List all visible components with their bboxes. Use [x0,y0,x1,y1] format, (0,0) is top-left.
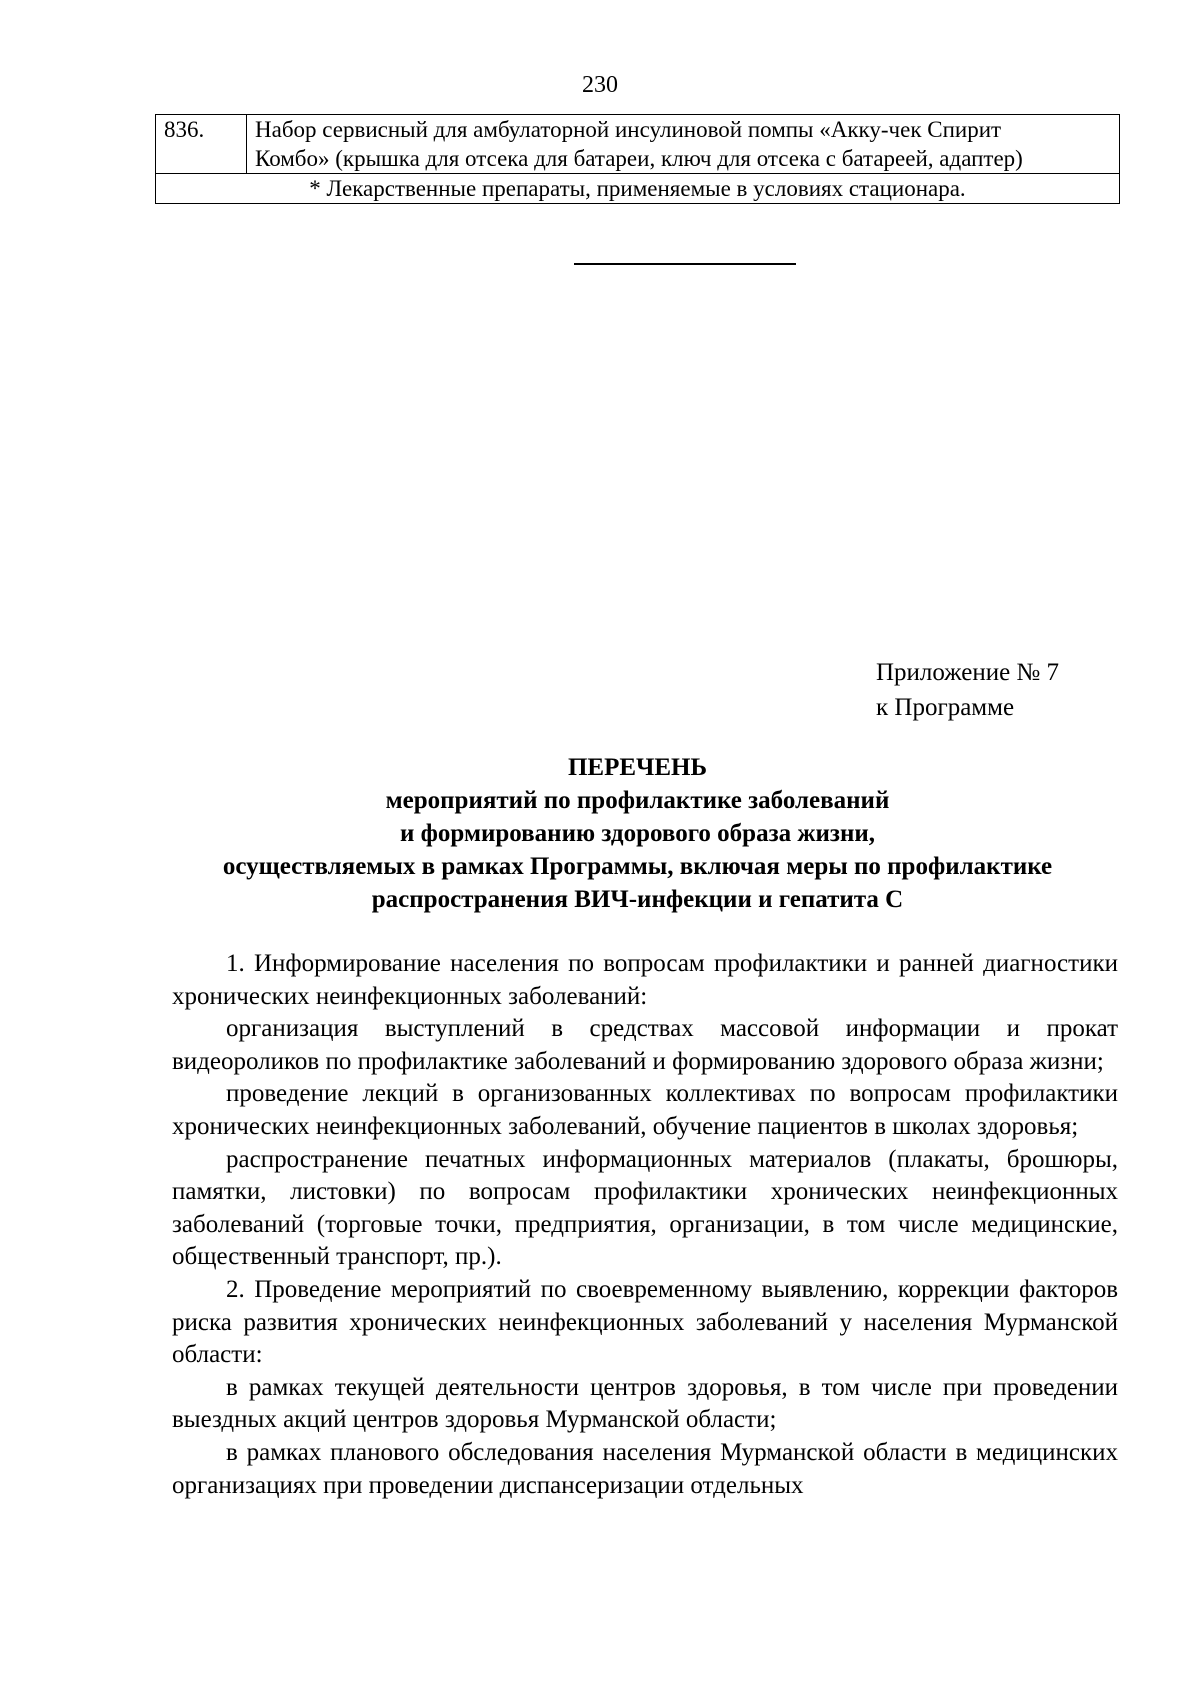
paragraph: распространение печатных информационных материалов (плакаты, брошюры, памятки, листовки) по вопросам профилактики хронических неинфекционных заболеваний (торговые точки, предприятия, организации, в том числе медицинские, общественный транспорт, пр.). [172,1145,1118,1271]
document-title [150,751,1125,916]
separator-line [574,263,796,265]
appendix-line-1: Приложение № 7 [876,659,1060,686]
title-line-3: и формированию здорового образа жизни, [399,820,876,847]
paragraph: в рамках текущей деятельности центров здоровья, в том числе при проведении выездных акций центров здоровья Мурманской области; [172,1373,1118,1434]
table-footnote-row [156,174,1120,204]
row-text [247,115,1120,174]
paragraph: 2. Проведение мероприятий по своевременному выявлению, коррекции факторов риска развития хронических неинфекционных заболеваний у населения Мурманской области: [172,1275,1118,1369]
appendix-heading [876,655,1059,725]
items-table [155,114,1120,204]
row-text-line-1: Набор сервисный для амбулаторной инсулиновой помпы «Акку-чек Спирит [255,117,1002,142]
paragraph: в рамках планового обследования населения Мурманской области в медицинских организациях при проведении диспансеризации отдельных [172,1438,1118,1499]
table-row [156,115,1120,174]
title-line-1: ПЕРЕЧЕНЬ [567,754,708,781]
paragraph: организация выступлений в средствах массовой информации и прокат видеороликов по профилактике заболеваний и формированию здорового образа жизни; [172,1015,1118,1075]
table-footnote: * Лекарственные препараты, применяемые в условиях стационара. [156,174,1120,204]
title-line-5: распространения ВИЧ-инфекции и гепатита С [371,886,904,913]
appendix-line-2: к Программе [876,694,1015,721]
paragraph: проведение лекций в организованных коллективах по вопросам профилактики хронических неинфекционных заболеваний, обучение пациентов в школах здоровья; [172,1080,1118,1140]
title-line-2: мероприятий по профилактике заболеваний [385,787,890,814]
paragraph: 1. Информирование населения по вопросам профилактики и ранней диагностики хронических неинфекционных заболеваний: [172,950,1118,1010]
row-number: 836. [156,115,247,174]
row-text-line-2: Комбо» (крышка для отсека для батареи, ключ для отсека с батареей, адаптер) [255,146,1023,171]
page-number: 230 [582,72,618,98]
body-text [172,948,1118,1502]
title-line-4: осуществляемых в рамках Программы, включая меры по профилактике [222,853,1053,880]
